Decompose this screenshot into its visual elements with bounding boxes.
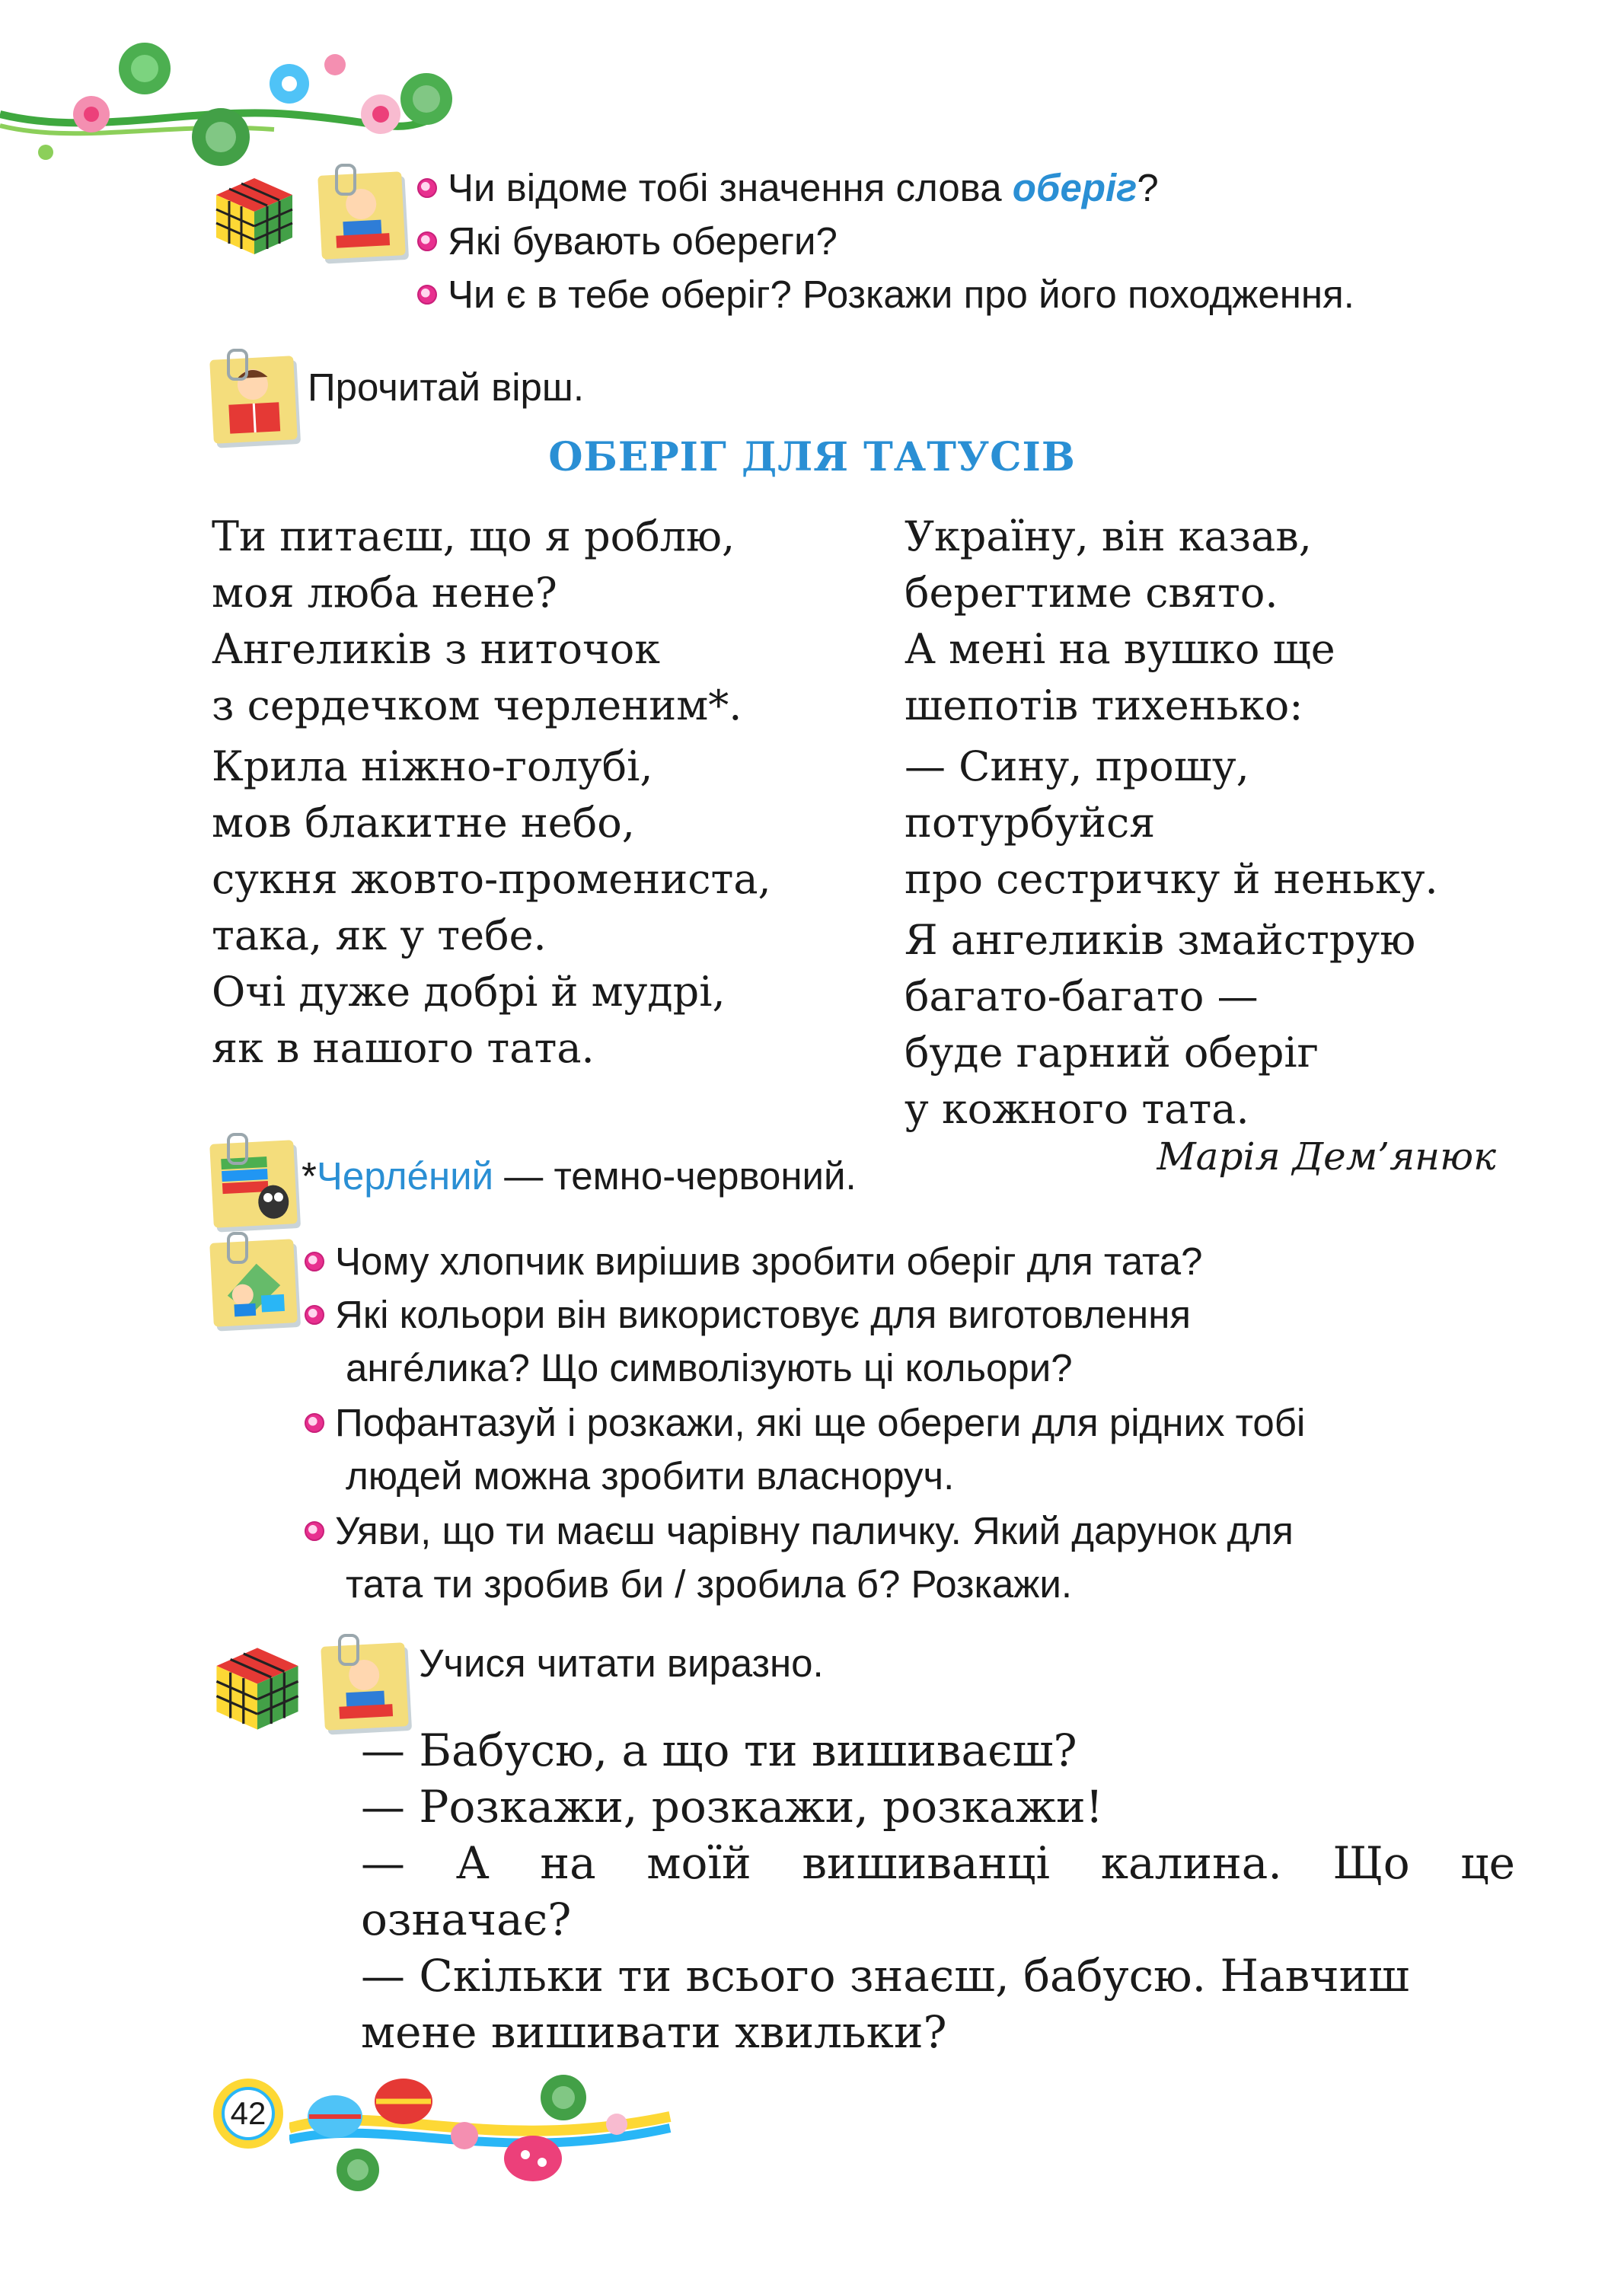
poem-line: Я ангеликів змайструю bbox=[905, 916, 1416, 964]
easter-eggs-garland-icon bbox=[289, 2056, 685, 2200]
bullet-icon bbox=[417, 231, 437, 251]
poem-line: як в нашого тата. bbox=[212, 1024, 595, 1072]
dialogue-line: — А на моїй вишиванці калина. Що це bbox=[361, 1837, 1515, 1889]
bullet-icon bbox=[417, 178, 437, 198]
poem-line: буде гарний оберіг bbox=[905, 1029, 1319, 1077]
pin-icon bbox=[227, 1232, 248, 1264]
intro-question-2: Які бувають обереги? bbox=[417, 215, 838, 268]
dialogue-line: — Розкажи, розкажи, розкажи! bbox=[361, 1781, 1103, 1833]
poem-line: берегтиме свято. bbox=[905, 569, 1278, 617]
boy-with-books-icon bbox=[321, 1642, 409, 1731]
pin-icon bbox=[227, 349, 248, 381]
bullet-icon bbox=[305, 1305, 324, 1325]
discussion-question-2-cont: ангéлика? Що символізують ці кольори? bbox=[346, 1346, 1073, 1389]
pin-icon bbox=[335, 164, 356, 196]
rubiks-cube-icon bbox=[212, 174, 297, 259]
dialogue-line: означає? bbox=[361, 1894, 572, 1945]
poem-line: Крила ніжно-голубі, bbox=[212, 742, 653, 790]
poem-line: потурбуйся bbox=[905, 799, 1156, 847]
poem-line: така, як у тебе. bbox=[212, 911, 547, 959]
book-boy-icon bbox=[209, 1239, 298, 1327]
poem-line: А мені на вушко ще bbox=[905, 625, 1335, 673]
bullet-icon bbox=[305, 1252, 324, 1271]
reading-boy-icon bbox=[209, 356, 298, 444]
poem-line: — Сину, прошу, bbox=[905, 742, 1249, 790]
discussion-question-4-cont: тата ти зробив би / зробила б? Розкажи. bbox=[346, 1562, 1073, 1606]
flower-garland-icon bbox=[0, 23, 457, 175]
discussion-question-4: Уяви, що ти маєш чарівну паличку. Який дарунок для bbox=[305, 1504, 1294, 1558]
bullet-icon bbox=[305, 1413, 324, 1433]
discussion-question-3: Пофантазуй і розкажи, які ще обереги для рідних тобі bbox=[305, 1396, 1305, 1450]
poem-left-column bbox=[212, 509, 771, 1077]
dialogue-line: мене вишивати хвильки? bbox=[361, 2006, 947, 2058]
discussion-question-2: Які кольори він використовує для виготовлення bbox=[305, 1288, 1191, 1342]
poem-line: моя люба нене? bbox=[212, 569, 557, 617]
poem-author: Марія Дем’янюк bbox=[1157, 1134, 1496, 1179]
pin-icon bbox=[338, 1634, 359, 1666]
bullet-icon bbox=[417, 285, 437, 305]
poem-line: багато-багато — bbox=[905, 972, 1259, 1020]
owl-books-icon bbox=[209, 1140, 298, 1228]
dialogue-line: — Бабусю, а що ти вишиваєш? bbox=[361, 1724, 1077, 1776]
intro-question-3: Чи є в тебе оберіг? Розкажи про його походження. bbox=[417, 268, 1354, 321]
pin-icon bbox=[227, 1133, 248, 1165]
poem-line: шепотів тихенько: bbox=[905, 681, 1303, 729]
read-instruction: Прочитай вірш. bbox=[308, 365, 585, 409]
poem-title: ОБЕРІГ ДЛЯ ТАТУСІВ bbox=[548, 434, 1076, 480]
expressive-instruction: Учися читати виразно. bbox=[419, 1642, 824, 1685]
dialogue bbox=[361, 1722, 1515, 2060]
poem-right-column bbox=[905, 509, 1438, 1137]
rubiks-cube-icon bbox=[212, 1643, 303, 1734]
poem-line: з сердечком черленим*. bbox=[212, 681, 742, 729]
footnote: *Черлéний — темно-червоний. bbox=[302, 1154, 857, 1198]
poem-line: у кожного тата. bbox=[905, 1085, 1249, 1133]
page-number: 42 bbox=[230, 2095, 266, 2131]
page-number-badge bbox=[213, 2079, 283, 2149]
intro-question-1: Чи відоме тобі значення слова оберіг? bbox=[417, 161, 1159, 215]
poem-line: про сестричку й неньку. bbox=[905, 855, 1438, 903]
boy-with-books-icon bbox=[317, 171, 406, 260]
discussion-question-3-cont: людей можна зробити власноруч. bbox=[346, 1454, 955, 1498]
poem-line: Ангеликів з ниточок bbox=[212, 625, 660, 673]
poem-line: сукня жовто-промениста, bbox=[212, 855, 771, 903]
discussion-question-1: Чому хлопчик вирішив зробити оберіг для тата? bbox=[305, 1235, 1202, 1288]
poem-line: Україну, він казав, bbox=[905, 512, 1312, 560]
poem-line: мов блакитне небо, bbox=[212, 799, 635, 847]
poem-line: Ти питаєш, що я роблю, bbox=[212, 512, 735, 560]
poem-line: Очі дуже добрі й мудрі, bbox=[212, 968, 726, 1016]
dialogue-line: — Скільки ти всього знаєш, бабусю. Навчиш bbox=[361, 1950, 1410, 2002]
bullet-icon bbox=[305, 1521, 324, 1541]
